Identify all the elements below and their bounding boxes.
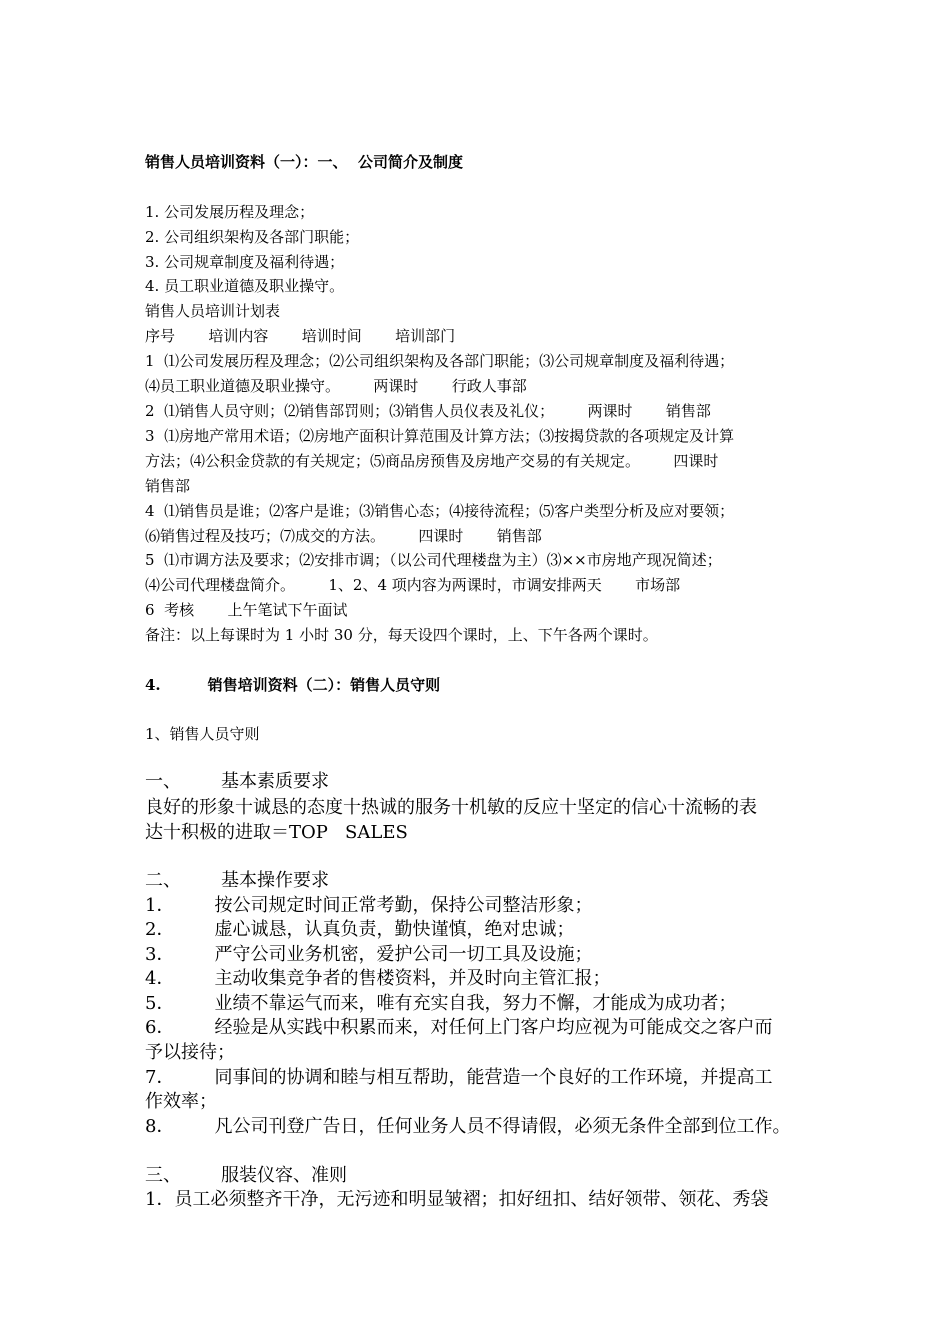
list-item: 3． 严守公司业务机密，爱护公司一切工具及设施； bbox=[145, 944, 593, 965]
text-line: 良好的形象十诚恳的态度十热诚的服务十机敏的反应十坚定的信心十流畅的表 bbox=[145, 797, 757, 818]
list-item: 1． 按公司规定时间正常考勤，保持公司整洁形象； bbox=[145, 895, 593, 916]
text-line: 2. 公司组织架构及各部门职能； bbox=[145, 228, 360, 246]
list-item: 7． 同事间的协调和睦与相互帮助，能营造一个良好的工作环境，并提高工 bbox=[145, 1067, 773, 1088]
table-row: 2 ⑴销售人员守则；⑵销售部罚则；⑶销售人员仪表及礼仪； 两课时 销售部 bbox=[145, 402, 711, 420]
list-item: 5． 业绩不靠运气而来，唯有充实自我，努力不懈，才能成为成功者； bbox=[145, 993, 737, 1014]
note-line: 备注：以上每课时为 1 小时 30 分，每天设四个课时，上、下午各两个课时。 bbox=[145, 626, 658, 644]
section-heading-1: 销售人员培训资料（一）：一、 公司简介及制度 bbox=[145, 153, 463, 171]
list-item: 2． 虚心诚恳，认真负责，勤快谨慎，绝对忠诚； bbox=[145, 919, 575, 940]
list-item: 4． 主动收集竞争者的售楼资料，并及时向主管汇报； bbox=[145, 968, 611, 989]
text-line: 达十积极的进取＝TOP SALES bbox=[145, 822, 408, 843]
list-item-continued: 作效率； bbox=[145, 1091, 217, 1112]
table-row: ⑹销售过程及技巧；⑺成交的方法。 四课时 销售部 bbox=[145, 527, 542, 545]
heading-dress-code: 三、 服装仪容、准则 bbox=[145, 1165, 348, 1186]
table-row: 4 ⑴销售员是谁；⑵客户是谁；⑶销售心态；⑷接待流程；⑸客户类型分析及应对要领； bbox=[145, 502, 735, 520]
heading-basic-operation: 二、 基本操作要求 bbox=[145, 870, 330, 891]
table-row: 6 考核 上午笔试下午面试 bbox=[145, 601, 348, 619]
table-header: 序号 培训内容 培训时间 培训部门 bbox=[145, 327, 456, 345]
table-row: 方法；⑷公积金贷款的有关规定；⑸商品房预售及房地产交易的有关规定。 四课时 bbox=[145, 452, 719, 470]
list-item-continued: 予以接待； bbox=[145, 1042, 235, 1063]
table-row: 1 ⑴公司发展历程及理念；⑵公司组织架构及各部门职能；⑶公司规章制度及福利待遇； bbox=[145, 352, 735, 370]
text-line: 1．员工必须整齐干净，无污迹和明显皱褶；扣好纽扣、结好领带、领花、秀袋 bbox=[145, 1189, 769, 1210]
table-row: ⑷员工职业道德及职业操守。 两课时 行政人事部 bbox=[145, 377, 527, 395]
table-row: 5 ⑴市调方法及要求；⑵安排市调；（以公司代理楼盘为主）⑶××市房地产现况简述； bbox=[145, 551, 722, 569]
subsection-title: 1、销售人员守则 bbox=[145, 725, 260, 743]
section-heading-2: 4. 销售培训资料（二）：销售人员守则 bbox=[145, 676, 441, 694]
table-row: 销售部 bbox=[145, 477, 191, 495]
heading-basic-quality: 一、 基本素质要求 bbox=[145, 771, 330, 792]
table-row: 3 ⑴房地产常用术语；⑵房地产面积计算范围及计算方法；⑶按揭贷款的各项规定及计算 bbox=[145, 427, 735, 445]
text-line: 3. 公司规章制度及福利待遇； bbox=[145, 253, 345, 271]
text-line: 4. 员工职业道德及职业操守。 bbox=[145, 277, 345, 295]
table-row: ⑷公司代理楼盘简介。 1、2、4 项内容为两课时，市调安排两天 市场部 bbox=[145, 576, 681, 594]
list-item: 6． 经验是从实践中积累而来，对任何上门客户均应视为可能成交之客户而 bbox=[145, 1017, 773, 1038]
list-item: 8． 凡公司刊登广告日，任何业务人员不得请假，必须无条件全部到位工作。 bbox=[145, 1116, 791, 1137]
text-line: 1. 公司发展历程及理念； bbox=[145, 203, 315, 221]
table-title: 销售人员培训计划表 bbox=[145, 302, 281, 320]
